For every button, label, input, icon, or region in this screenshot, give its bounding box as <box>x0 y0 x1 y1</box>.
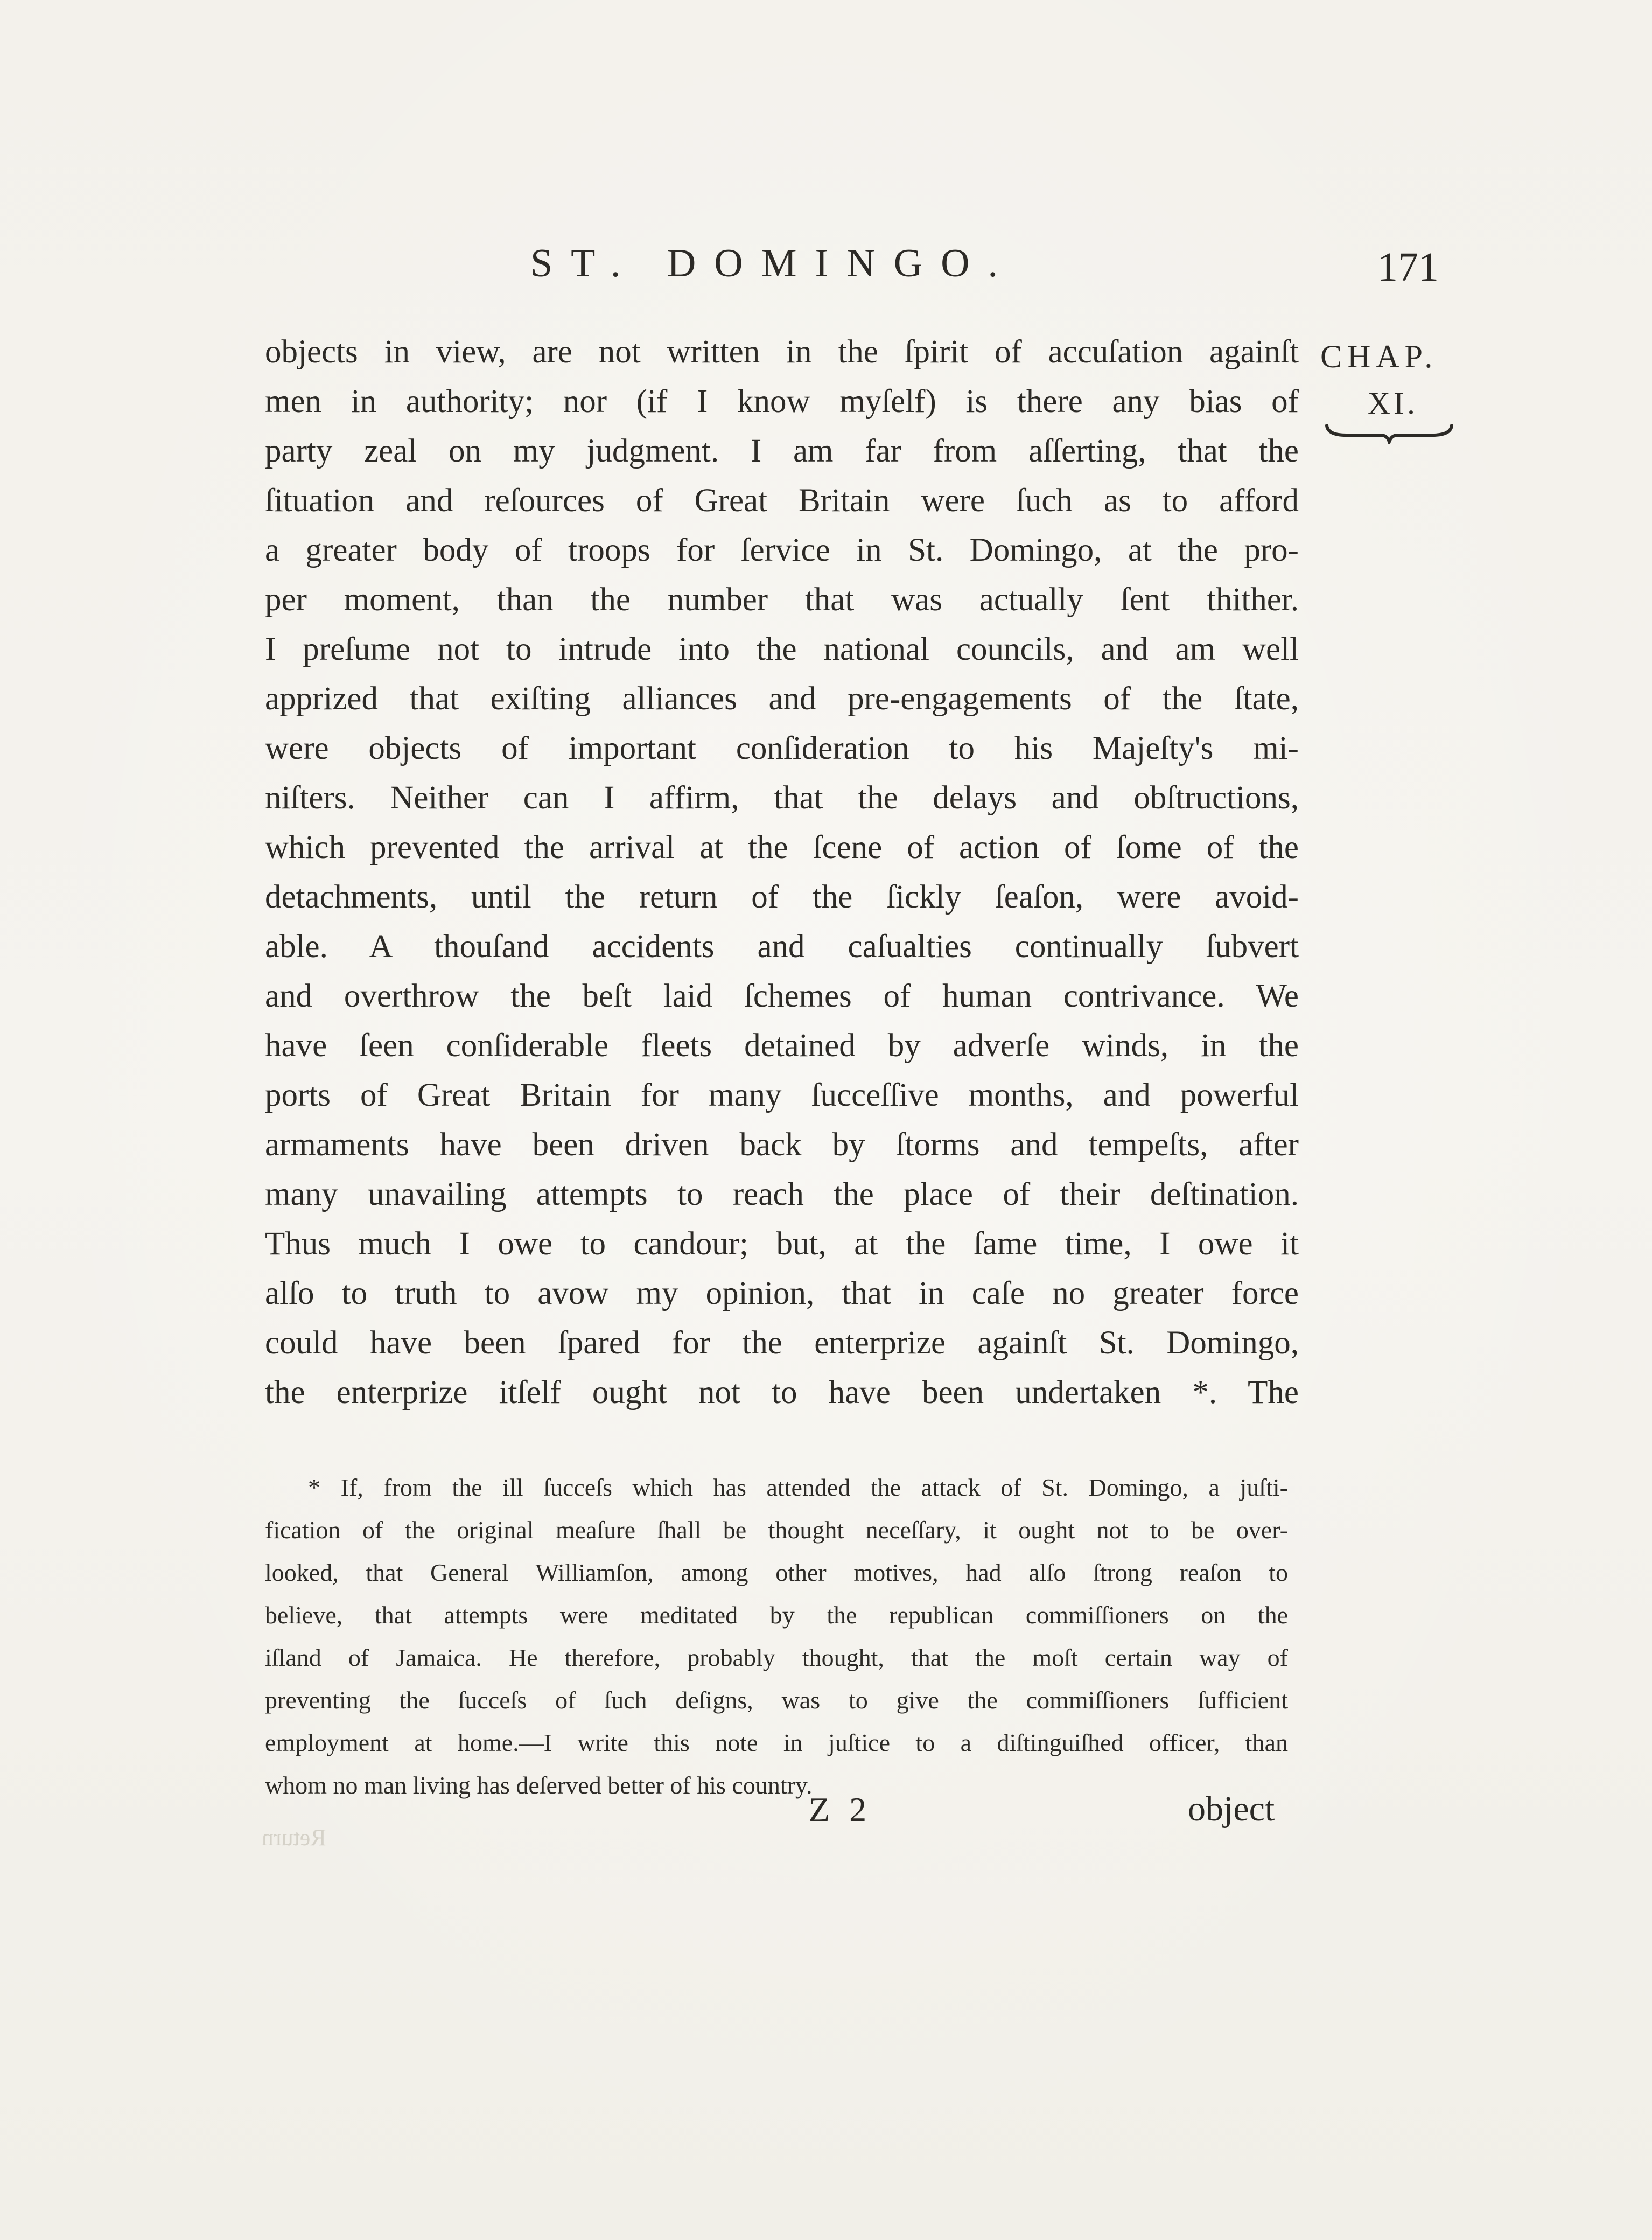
text-line: ports of Great Britain for many ſucceſſive months, and powerful <box>265 1077 1299 1113</box>
text-line: detachments, until the return of the ſickly ſeaſon, were avoid- <box>265 879 1299 915</box>
footnote-line: * If, from the ill ſucceſs which has attended the attack of St. Domingo, a juſti- <box>308 1474 1288 1501</box>
text-line: men in authority; nor (if I know myſelf) is there any bias of <box>265 383 1299 420</box>
text-line: ſituation and reſources of Great Britain were ſuch as to afford <box>265 483 1299 519</box>
text-line: able. A thouſand accidents and caſualties continually ſubvert <box>265 929 1299 965</box>
text-line: have ſeen conſiderable fleets detained by adverſe winds, in the <box>265 1028 1299 1064</box>
footnote-line: preventing the ſucceſs of ſuch deſigns, was to give the commiſſioners ſufficient <box>265 1686 1288 1714</box>
footnote-line: fication of the original meaſure ſhall be thought neceſſary, it ought not to be over- <box>265 1516 1288 1544</box>
bleed-through-text: Return <box>262 1824 326 1851</box>
text-line: I preſume not to intrude into the national councils, and am well <box>265 631 1299 667</box>
text-line: alſo to truth to avow my opinion, that in caſe no greater force <box>265 1275 1299 1311</box>
footnote-line: whom no man living has deſerved better of his country. <box>265 1771 813 1799</box>
page-number: 171 <box>1377 245 1439 290</box>
footnote-line: iſland of Jamaica. He therefore, probably thought, that the moſt certain way of <box>265 1644 1288 1671</box>
footnote-line: looked, that General Williamſon, among other motives, had alſo ſtrong reaſon to <box>265 1559 1288 1586</box>
text-line: the enterprize itſelf ought not to have been undertaken *. The <box>265 1374 1299 1411</box>
text-line: armaments have been driven back by ſtorms and tempeſts, after <box>265 1127 1299 1163</box>
catchword: object <box>1188 1789 1275 1829</box>
text-line: niſters. Neither can I affirm, that the delays and obſtructions, <box>265 780 1299 816</box>
chapter-label: CHAP. <box>1320 339 1438 374</box>
text-line: Thus much I owe to candour; but, at the ſame time, I owe it <box>265 1226 1299 1262</box>
footnote-line: employment at home.—I write this note in juſtice to a diſtinguiſhed officer, than <box>265 1729 1288 1756</box>
chapter-number: XI. <box>1368 386 1418 421</box>
brace-ornament-icon <box>1325 422 1454 444</box>
text-line: many unavailing attempts to reach the place of their deſtination. <box>265 1176 1299 1212</box>
text-line: objects in view, are not written in the ſpirit of accuſation againſt <box>265 334 1299 370</box>
text-line: a greater body of troops for ſervice in St. Domingo, at the pro- <box>265 532 1299 568</box>
text-line: were objects of important conſideration to his Majeſty's mi- <box>265 730 1299 766</box>
footnote <box>265 1466 1288 1806</box>
main-text-block <box>265 327 1299 1418</box>
text-line: could have been ſpared for the enterprize againſt St. Domingo, <box>265 1325 1299 1361</box>
text-line: which prevented the arrival at the ſcene of action of ſome of the <box>265 829 1299 866</box>
text-line: apprized that exiſting alliances and pre-engagements of the ſtate, <box>265 681 1299 717</box>
text-line: party zeal on my judgment. I am far from aſſerting, that the <box>265 433 1299 469</box>
signature-mark: Z 2 <box>809 1790 872 1829</box>
footnote-line: believe, that attempts were meditated by the republican commiſſioners on the <box>265 1601 1288 1629</box>
running-head: ST. DOMINGO. <box>530 241 1017 285</box>
text-line: and overthrow the beſt laid ſchemes of human contrivance. We <box>265 978 1299 1014</box>
text-line: per moment, than the number that was actually ſent thither. <box>265 582 1299 618</box>
